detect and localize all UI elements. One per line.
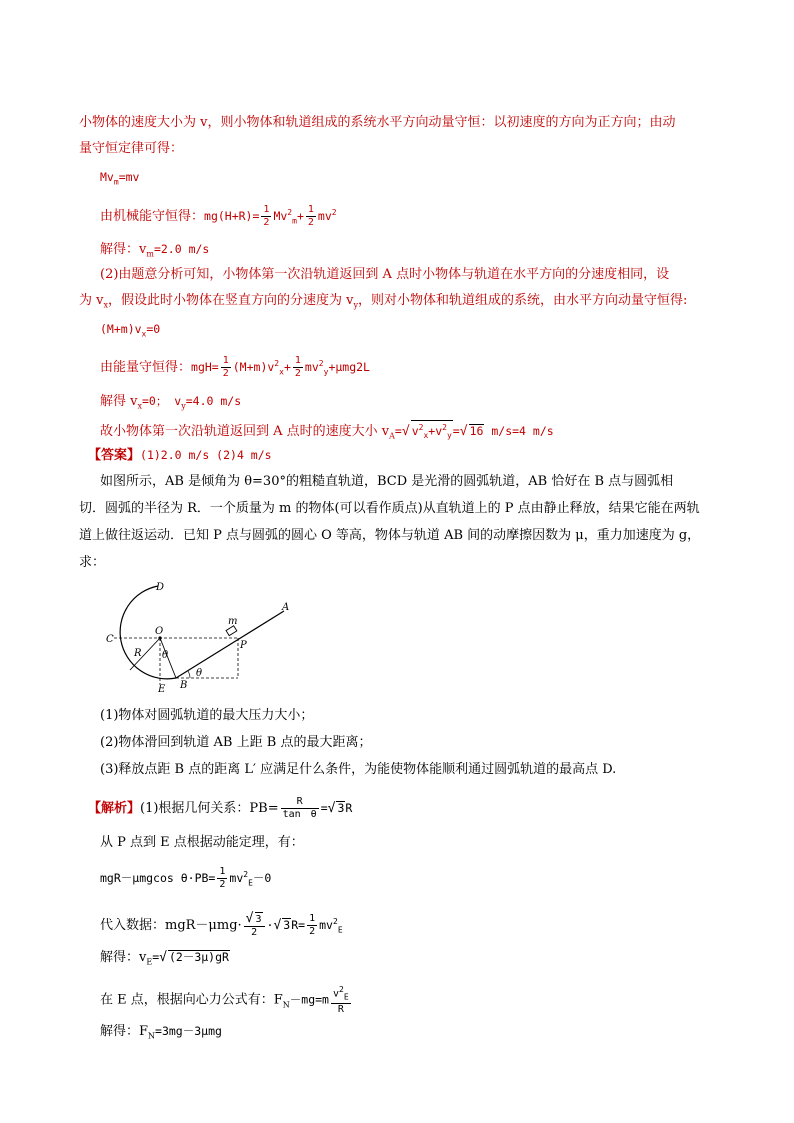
label-theta-1: θ bbox=[162, 650, 169, 661]
label-theta-2: θ bbox=[196, 668, 203, 679]
question-3: (3)释放点距 B 点的距离 L′ 应满足什么条件，为能使物体能顺利通过圆弧轨道的最高点 D. bbox=[100, 762, 617, 777]
equation-energy: 由机械能守恒得：mg(H+R)= $\frac{1}{2}$ $Mv^2_m+$ $\frac{1}{2}$ $mv^2$ bbox=[100, 204, 337, 228]
answer-line: 【答案】(1)2.0 m/s (2)4 m/s bbox=[88, 448, 272, 463]
label-B: B bbox=[180, 680, 188, 691]
problem-text: 道上做往返运动．已知 P 点与圆弧的圆心 O 等高，物体与轨道 AB 间的动摩擦因数为 μ，重力加速度为 g， bbox=[79, 528, 701, 543]
label-P: P bbox=[240, 640, 247, 651]
solution-equation: 解得：$F_N=3mg-3\mu mg$ bbox=[100, 1024, 222, 1041]
text-line: 解得 $v_x=0$； $v_y=4.0$ m/s bbox=[100, 394, 242, 411]
problem-text: 如图所示，AB 是倾角为 θ=30°的粗糙直轨道，BCD 是光滑的圆弧轨道，AB 恰好在 B 点与圆弧相 bbox=[100, 474, 674, 489]
label-m: m bbox=[228, 616, 238, 627]
solution-equation: 在 E 点，根据向心力公式有：$F_N-mg=m$ $\frac{v^2_E}{R}$ bbox=[100, 985, 349, 1016]
solution-line: 从 P 点到 E 点根据动能定理，有： bbox=[100, 835, 304, 850]
solution-equation: mgR－μmgcos θ·PB= $\frac{1}{2}$ $mv^2_E-0$ bbox=[100, 866, 272, 890]
label-D: D bbox=[156, 582, 165, 593]
label-O: O bbox=[155, 626, 164, 637]
problem-text: 求： bbox=[79, 555, 106, 570]
label-R: R bbox=[134, 648, 142, 659]
label-C: C bbox=[106, 634, 114, 645]
label-E: E bbox=[158, 684, 166, 694]
equation-energy-2: 由能量守恒得：mgH= $\frac{1}{2}$ $(M+m)v^2_x+$ $\frac{1}{2}$ $mv^2_y+\mu mg2L$ bbox=[100, 355, 370, 379]
text-line: 小物体的速度大小为 v，则小物体和轨道组成的系统水平方向动量守恒：以初速度的方向为正方向；由动 bbox=[79, 115, 676, 130]
equation-momentum-2: $(M+m)v_x=0$ bbox=[100, 322, 161, 339]
solution-equation: 解得：$v_E=√$ (2－3μ)gR bbox=[100, 950, 229, 967]
text-line: 解得：$v_m=2.0$ m/s bbox=[100, 242, 210, 259]
label-A: A bbox=[282, 602, 290, 613]
question-2: (2)物体滑回到轨道 AB 上距 B 点的最大距离； bbox=[100, 735, 372, 750]
text-line: 故小物体第一次沿轨道返回到 A 点时的速度大小 $v_A=√$ $v^2_x+v^2_y=√$ 16 m/s=4 m/s bbox=[100, 420, 554, 445]
solution-line: 【解析】(1)根据几何关系：PB= $\frac{R}{\text{tan θ}}$ =√ 3R bbox=[88, 796, 353, 820]
question-1: (1)物体对圆弧轨道的最大压力大小； bbox=[100, 708, 314, 723]
equation-momentum: $Mv_m=mv$ bbox=[100, 170, 140, 187]
text-line: 量守恒定律可得： bbox=[79, 141, 184, 156]
text-line: (2)由题意分析可知，小物体第一次沿轨道返回到 A 点时小物体与轨道在水平方向的分速度相同，设 bbox=[100, 267, 670, 282]
track-diagram bbox=[100, 582, 300, 694]
solution-equation: 代入数据：mgR－μmg· $\frac{√ 3}{2}$ ·√ 3R= $\frac{1}{2}$ $mv^2_E$ bbox=[100, 911, 343, 938]
problem-text: 切．圆弧的半径为 R．一个质量为 m 的物体(可以看作质点)从直轨道上的 P 点由静止释放，结果它能在两轨 bbox=[79, 501, 700, 516]
text-line: 为 $v_x$，假设此时小物体在竖直方向的分速度为 $v_y$，则对小物体和轨道组成的系统，由水平方向动量守恒得: bbox=[79, 293, 688, 310]
